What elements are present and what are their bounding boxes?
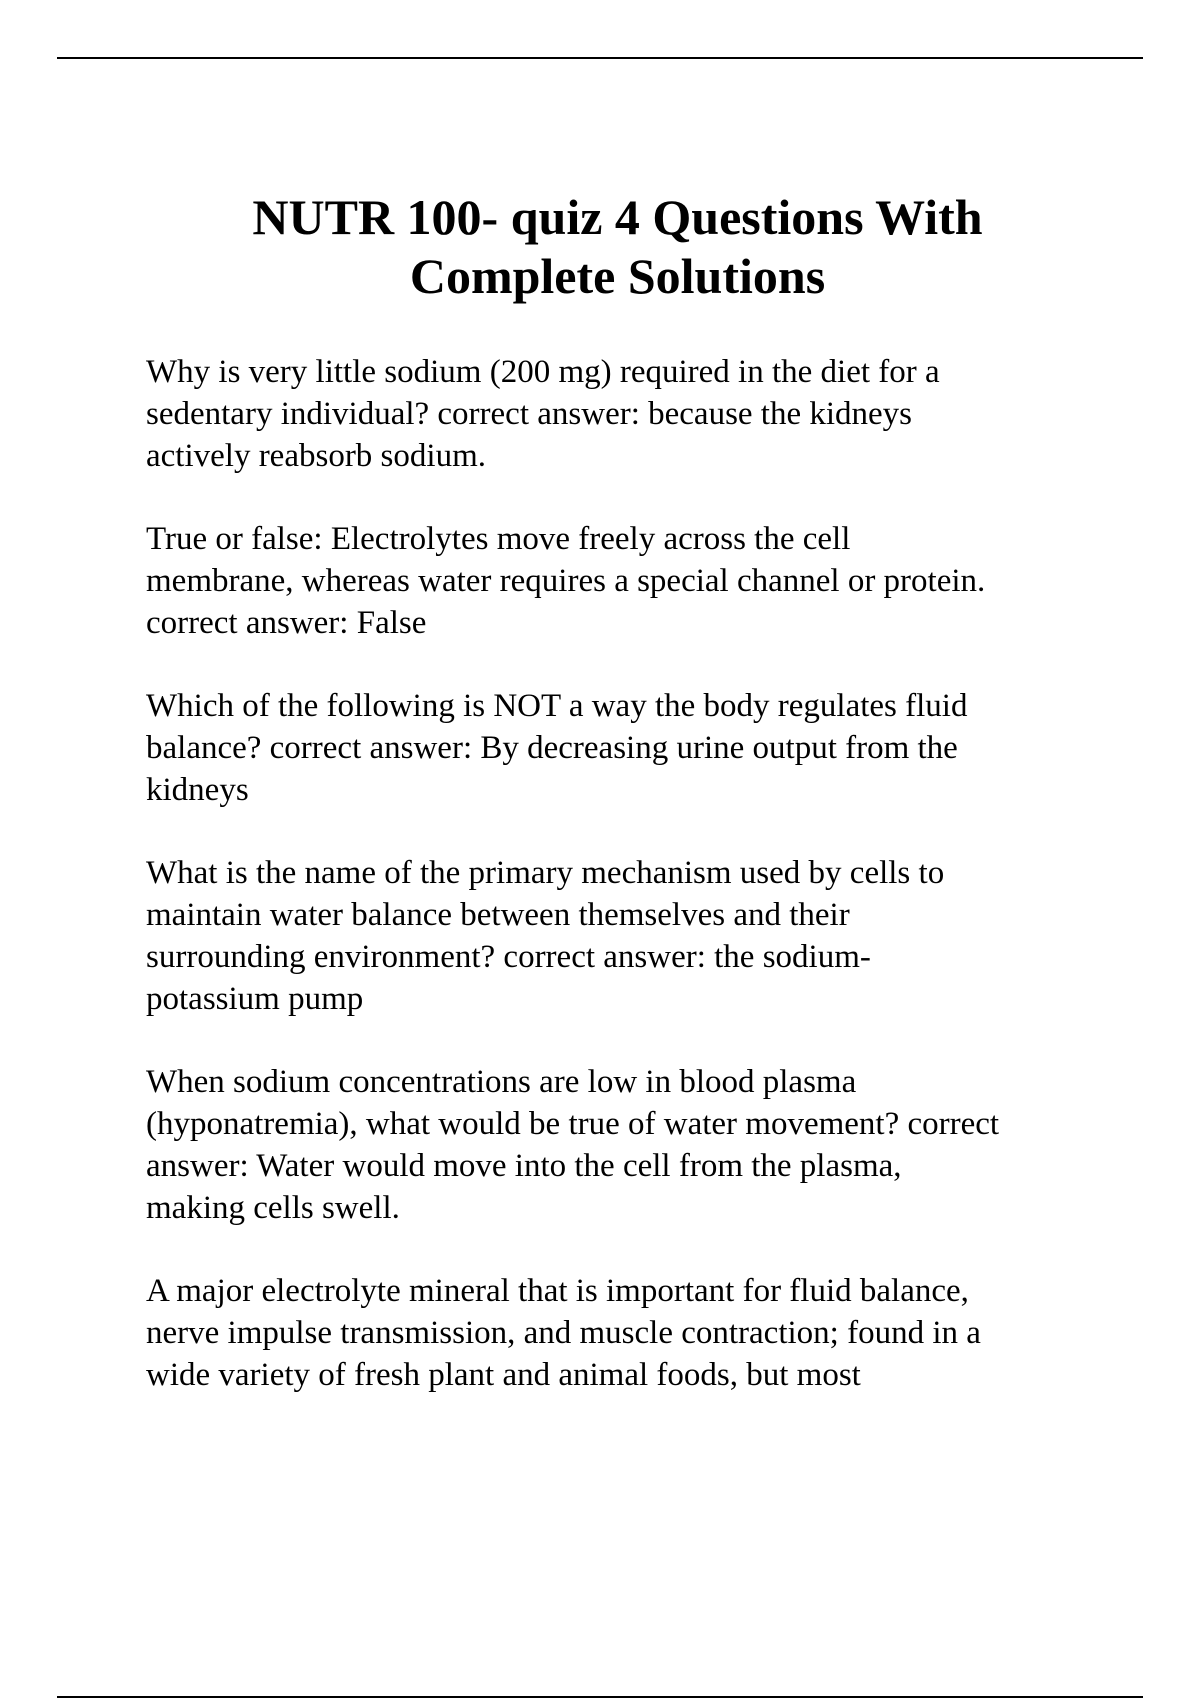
top-divider — [57, 57, 1143, 59]
entry-line: What is the name of the primary mechanism used by cells to — [146, 855, 945, 891]
entry-line: balance? correct answer: By decreasing urine output from the — [146, 730, 958, 766]
bottom-divider — [57, 1696, 1143, 1698]
entry-line: actively reabsorb sodium. — [146, 438, 486, 474]
title-line: Complete Solutions — [409, 248, 826, 304]
question-entry-6 — [146, 1270, 1106, 1396]
entry-line: True or false: Electrolytes move freely across the cell — [146, 521, 851, 557]
entry-line: When sodium concentrations are low in blood plasma — [146, 1064, 857, 1100]
entry-line: (hyponatremia), what would be true of water movement? correct — [146, 1106, 1000, 1142]
question-entry-1 — [146, 351, 1106, 477]
title-line: NUTR 100- quiz 4 Questions With — [252, 189, 983, 245]
entry-line: sedentary individual? correct answer: because the kidneys — [146, 396, 913, 432]
entry-line: Why is very little sodium (200 mg) required in the diet for a — [146, 354, 940, 390]
question-entry-4 — [146, 852, 1106, 1020]
entry-line: membrane, whereas water requires a special channel or protein. — [146, 563, 986, 599]
entry-line: making cells swell. — [146, 1190, 400, 1226]
entry-line: kidneys — [146, 772, 249, 808]
entry-line: Which of the following is NOT a way the body regulates fluid — [146, 688, 968, 724]
question-entry-2 — [146, 518, 1106, 644]
entry-line: A major electrolyte mineral that is important for fluid balance, — [146, 1273, 969, 1309]
entry-line: maintain water balance between themselves and their — [146, 897, 850, 933]
question-entry-3 — [146, 685, 1106, 811]
document-title — [130, 188, 1105, 306]
entry-line: correct answer: False — [146, 605, 427, 641]
entry-line: nerve impulse transmission, and muscle contraction; found in a — [146, 1315, 981, 1351]
question-entry-5 — [146, 1061, 1106, 1229]
entry-line: surrounding environment? correct answer: the sodium- — [146, 939, 871, 975]
entry-line: potassium pump — [146, 981, 364, 1017]
question-list — [146, 351, 1106, 1437]
entry-line: wide variety of fresh plant and animal foods, but most — [146, 1357, 861, 1393]
entry-line: answer: Water would move into the cell from the plasma, — [146, 1148, 902, 1184]
